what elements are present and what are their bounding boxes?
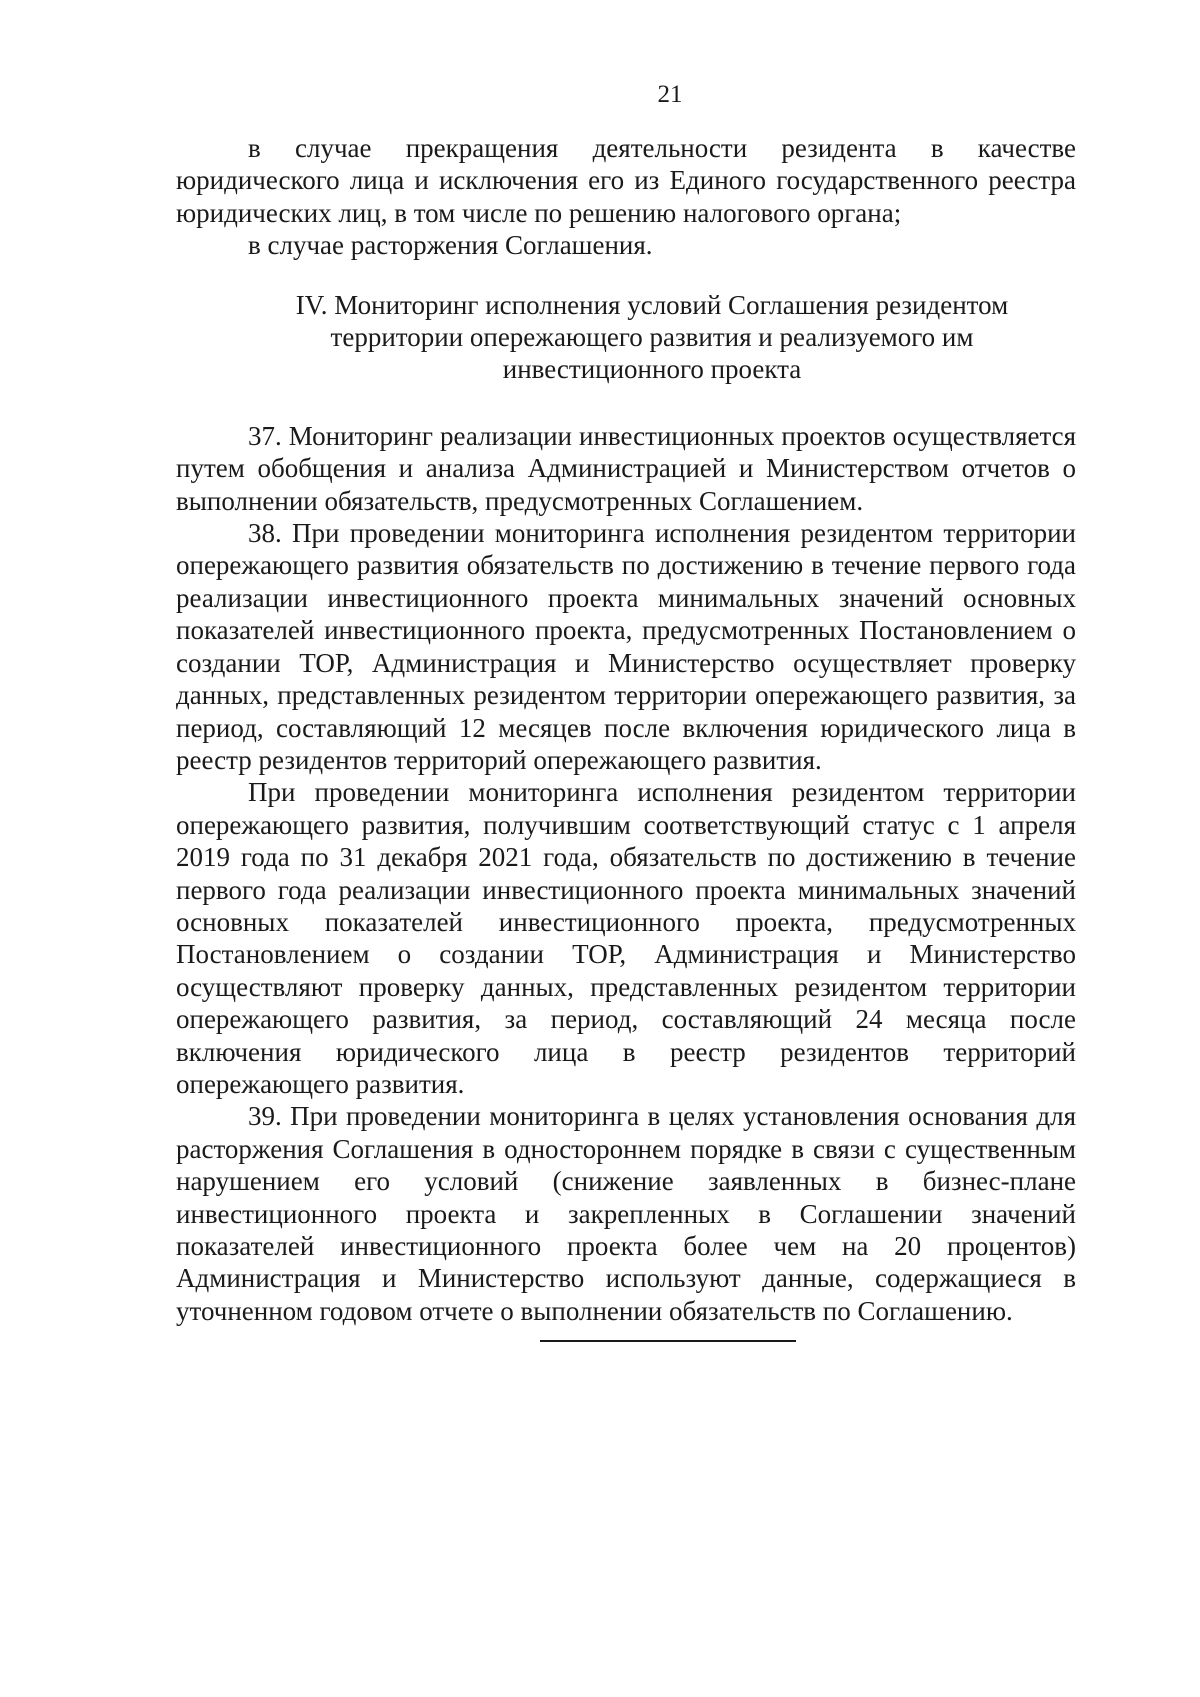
page-number: 21 bbox=[657, 81, 683, 108]
end-of-document-rule bbox=[540, 1340, 796, 1342]
paragraph-37: 37. Мониторинг реализации инвестиционных проектов осуществляется путем обобщения и анализа Администрацией и Министерством отчетов о выполнении обязательств, предусмотренных Соглашением. bbox=[176, 420, 1076, 516]
paragraph-termination-of-activity: в случае прекращения деятельности резидента в качестве юридического лица и исключения его из Единого государственного реестра юридических лиц, в том числе по решению налогового органа; bbox=[176, 133, 1076, 228]
paragraph-38: 38. При проведении мониторинга исполнения резидентом территории опережающего развития обязательств по достижению в течение первого года реализации инвестиционного проекта минимальных значений основных показателей инвестиционного проекта, предусмотренных Постановлением о создании ТОР, Администрация и Министерство осуществляет проверку данных, представленных резидентом территории опережающего развития, за период, составляющий 12 месяцев после включения юридического лица в реестр резидентов территорий опережающего развития. bbox=[176, 518, 1076, 775]
paragraph-termination-of-agreement: в случае расторжения Соглашения. bbox=[248, 230, 653, 261]
paragraph-39: 39. При проведении мониторинга в целях установления основания для расторжения Соглашения в одностороннем порядке в связи с существенным нарушением его условий (снижение заявленных в бизнес-плане инвестиционного проекта и закрепленных в Соглашении значений показателей инвестиционного проекта более чем на 20 процентов) Администрация и Министерство используют данные, содержащиеся в уточненном годовом отчете о выполнении обязательств по Соглашению. bbox=[176, 1101, 1076, 1326]
section-heading-iv: IV. Мониторинг исполнения условий Соглашения резидентом территории опережающего развития и реализуемого им инвестиционного проекта bbox=[295, 289, 1009, 385]
document-body bbox=[176, 132, 1076, 1327]
paragraph-38-continued: При проведении мониторинга исполнения резидентом территории опережающего развития, получившим соответствующий статус с 1 апреля 2019 года по 31 декабря 2021 года, обязательств по достижению в течение первого года реализации инвестиционного проекта минимальных значений основных показателей инвестиционного проекта, предусмотренных Постановлением о создании ТОР, Администрация и Министерство осуществляют проверку данных, представленных резидентом территории опережающего развития, за период, составляющий 24 месяца после включения юридического лица в реестр резидентов территорий опережающего развития. bbox=[176, 777, 1076, 1099]
